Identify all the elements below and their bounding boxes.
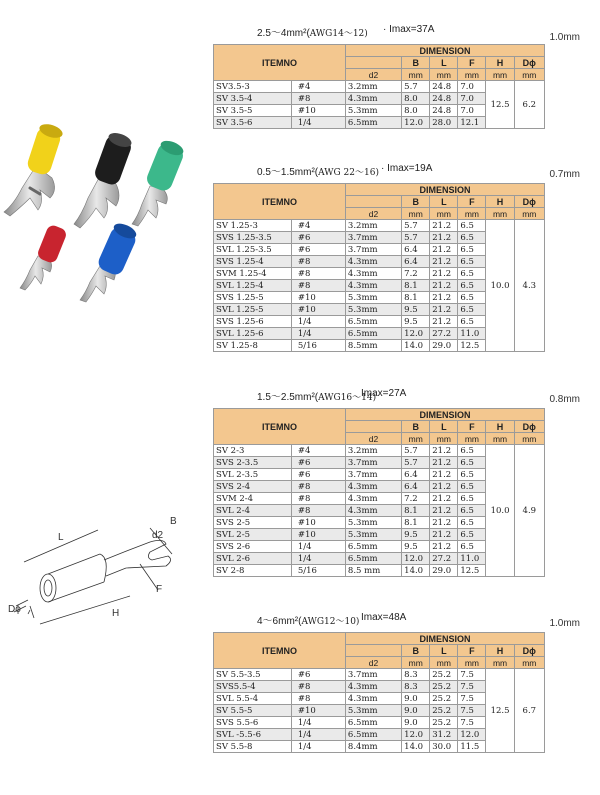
l-value: 31.2 [430,729,458,741]
col-header: F [458,57,486,69]
b-value: 12.0 [402,117,430,129]
l-value: 27.2 [430,553,458,565]
stud-size: #8 [291,268,345,280]
stud-size: 1/4 [291,328,345,340]
red-terminal [20,224,68,290]
section-caption [200,388,600,404]
stud-size: #6 [291,244,345,256]
l-value: 21.2 [430,457,458,469]
item-no: SV 1.25-3 [214,220,292,232]
d2-value: 8.5 mm [345,565,401,577]
f-value: 6.5 [458,469,486,481]
d2-value: 6.5mm [345,541,401,553]
f-value: 7.5 [458,705,486,717]
item-no: SVL 2-5 [214,529,292,541]
l-value: 21.2 [430,529,458,541]
f-value: 11.0 [458,328,486,340]
label-B: B [170,516,177,527]
col-header: L [430,421,458,433]
dimension-header: DIMENSION [345,45,544,57]
l-value: 21.2 [430,280,458,292]
item-no: SV 5.5-3.5 [214,669,292,681]
b-value: 5.7 [402,457,430,469]
item-no: SVS 1.25-6 [214,316,292,328]
table-row [214,220,545,232]
stud-size: #10 [291,705,345,717]
wire-range: 2.5～4mm²(AWG14～12) [257,28,368,39]
f-value: 11.0 [458,553,486,565]
col-header: Dϕ [514,645,544,657]
f-value: 6.5 [458,541,486,553]
unit-header: mm [486,69,514,81]
unit-header: mm [402,69,430,81]
b-value: 9.5 [402,529,430,541]
b-value: 9.5 [402,304,430,316]
b-value: 8.3 [402,681,430,693]
l-value: 21.2 [430,268,458,280]
l-value: 25.2 [430,693,458,705]
thickness-label: 0.8mm [549,394,580,405]
unit-header: mm [514,69,544,81]
dimension-header: DIMENSION [345,409,544,421]
label-L: L [58,532,64,543]
f-value: 7.5 [458,681,486,693]
col-header: H [486,421,514,433]
unit-header: mm [486,208,514,220]
unit-header: mm [458,208,486,220]
thickness-label: 1.0mm [549,618,580,629]
item-no: SVL 2-6 [214,553,292,565]
col-header: Dϕ [514,57,544,69]
green-terminal [132,138,186,226]
stud-size: #8 [291,93,345,105]
item-no: SVL 1.25-6 [214,328,292,340]
col-header: B [402,421,430,433]
d2-value: 4.3mm [345,93,401,105]
f-value: 6.5 [458,529,486,541]
b-value: 9.5 [402,541,430,553]
stud-size: #10 [291,517,345,529]
imax-label: Imax=27A [361,388,407,399]
f-value: 6.5 [458,457,486,469]
unit-header: mm [458,657,486,669]
d2-value: 5.3mm [345,517,401,529]
b-value: 14.0 [402,340,430,352]
b-value: 5.7 [402,81,430,93]
itemno-header: ITEMNO [214,184,346,220]
d2-header: d2 [345,657,401,669]
d2-header: d2 [345,208,401,220]
f-value: 12.1 [458,117,486,129]
stud-size: 1/4 [291,717,345,729]
label-Dphi: Dϕ [8,604,21,615]
itemno-header: ITEMNO [214,45,346,81]
stud-size: #8 [291,256,345,268]
b-value: 8.1 [402,517,430,529]
item-no: SVL -5.5-6 [214,729,292,741]
stud-size: 5/16 [291,565,345,577]
b-value: 14.0 [402,565,430,577]
item-no: SVL 1.25-4 [214,280,292,292]
l-value: 29.0 [430,565,458,577]
thickness-label: 1.0mm [549,32,580,43]
unit-header: mm [402,208,430,220]
label-F: F [156,584,163,595]
d2-value: 6.5mm [345,553,401,565]
d2-value: 4.3mm [345,268,401,280]
unit-header: mm [430,69,458,81]
d2-value: 4.3mm [345,493,401,505]
stud-size: 1/4 [291,729,345,741]
l-value: 25.2 [430,717,458,729]
b-value: 5.7 [402,445,430,457]
b-value: 14.0 [402,741,430,753]
b-value: 6.4 [402,256,430,268]
d2-value: 3.7mm [345,457,401,469]
d2-value: 3.7mm [345,232,401,244]
l-value: 25.2 [430,681,458,693]
b-value: 8.1 [402,280,430,292]
imax-label: Imax=48A [361,612,407,623]
d2-value: 5.3mm [345,705,401,717]
f-value: 6.5 [458,256,486,268]
b-value: 7.2 [402,268,430,280]
item-no: SVS 2-3.5 [214,457,292,469]
item-no: SVL 2-3.5 [214,469,292,481]
col-header: B [402,196,430,208]
l-value: 21.2 [430,481,458,493]
d2-header: d2 [345,433,401,445]
item-no: SV 1.25-8 [214,340,292,352]
l-value: 21.2 [430,232,458,244]
d2-value: 4.3mm [345,681,401,693]
d2-value: 4.3mm [345,505,401,517]
f-value: 12.0 [458,729,486,741]
b-value: 5.7 [402,232,430,244]
unit-header: mm [402,433,430,445]
col-header: F [458,196,486,208]
item-no: SVL 2-4 [214,505,292,517]
item-no: SV 2-3 [214,445,292,457]
wire-range: 0.5～1.5mm²(AWG 22～16) [257,167,379,178]
item-no: SV 5.5-8 [214,741,292,753]
stud-size: #6 [291,469,345,481]
l-value: 25.2 [430,705,458,717]
f-value: 7.5 [458,717,486,729]
stud-size: #10 [291,292,345,304]
l-value: 21.2 [430,292,458,304]
l-value: 24.8 [430,81,458,93]
item-no: SVL 5.5-4 [214,693,292,705]
col-header: Dϕ [514,421,544,433]
dphi-value: 6.7 [514,669,544,753]
b-value: 6.4 [402,244,430,256]
unit-header: mm [514,657,544,669]
stud-size: #8 [291,280,345,292]
stud-size: 1/4 [291,117,345,129]
b-value: 9.5 [402,316,430,328]
item-no: SVS 5.5-6 [214,717,292,729]
item-no: SVS 2-4 [214,481,292,493]
f-value: 11.5 [458,741,486,753]
f-value: 6.5 [458,244,486,256]
col-header: Dϕ [514,196,544,208]
d2-value: 3.7mm [345,669,401,681]
table-row [214,669,545,681]
l-value: 21.2 [430,244,458,256]
l-value: 27.2 [430,328,458,340]
col-header: F [458,421,486,433]
stud-size: #10 [291,529,345,541]
d2-value: 8.4mm [345,741,401,753]
item-no: SV 2-8 [214,565,292,577]
stud-size: 1/4 [291,541,345,553]
black-terminal [74,130,133,228]
f-value: 6.5 [458,505,486,517]
unit-header: mm [458,69,486,81]
stud-size: 1/4 [291,553,345,565]
col-header: B [402,645,430,657]
stud-size: #8 [291,481,345,493]
h-value: 12.5 [486,81,514,129]
unit-header: mm [430,433,458,445]
f-value: 6.5 [458,292,486,304]
d2-value: 6.5mm [345,117,401,129]
stud-size: #4 [291,220,345,232]
item-no: SVS 2-6 [214,541,292,553]
spec-table [213,408,545,577]
b-value: 9.0 [402,717,430,729]
spec-table [213,183,545,352]
l-value: 30.0 [430,741,458,753]
f-value: 6.5 [458,280,486,292]
l-value: 21.2 [430,445,458,457]
label-d2: d2 [152,530,164,541]
col-header: B [402,57,430,69]
d2-value: 3.7mm [345,469,401,481]
d2-value: 6.5mm [345,717,401,729]
stud-size: #10 [291,105,345,117]
dphi-value: 4.3 [514,220,544,352]
wire-range: 1.5～2.5mm²(AWG16～14) [257,392,377,403]
blue-terminal [80,221,138,302]
f-value: 7.0 [458,105,486,117]
l-value: 21.2 [430,517,458,529]
dphi-value: 4.9 [514,445,544,577]
item-no: SVL 1.25-3.5 [214,244,292,256]
unit-header: mm [430,208,458,220]
b-value: 6.4 [402,481,430,493]
l-value: 24.8 [430,93,458,105]
imax-label: · Imax=37A [383,24,435,35]
d2-value: 5.3mm [345,292,401,304]
item-no: SVM 2-4 [214,493,292,505]
stud-size: #8 [291,681,345,693]
stud-size: 1/4 [291,316,345,328]
f-value: 6.5 [458,220,486,232]
b-value: 8.1 [402,292,430,304]
f-value: 6.5 [458,517,486,529]
f-value: 12.5 [458,565,486,577]
label-H: H [112,608,120,619]
d2-value: 5.3mm [345,304,401,316]
stud-size: 5/16 [291,340,345,352]
wire-range: 4～6mm²(AWG12～10) [257,616,360,627]
dimension-drawing [0,508,200,638]
item-no: SVS5.5-4 [214,681,292,693]
unit-header: mm [486,657,514,669]
d2-value: 3.2mm [345,81,401,93]
f-value: 6.5 [458,304,486,316]
h-value: 10.0 [486,220,514,352]
spec-table [213,44,545,129]
imax-label: · Imax=19A [381,163,433,174]
l-value: 24.8 [430,105,458,117]
f-value: 6.5 [458,232,486,244]
l-value: 21.2 [430,304,458,316]
d2-value: 3.2mm [345,445,401,457]
yellow-terminal [4,122,64,216]
l-value: 21.2 [430,469,458,481]
col-header: L [430,57,458,69]
stud-size: 1/4 [291,741,345,753]
col-header: L [430,645,458,657]
thickness-label: 0.7mm [549,169,580,180]
terminals-photo [0,118,200,308]
unit-header: mm [402,657,430,669]
table-row [214,445,545,457]
unit-header: mm [486,433,514,445]
col-header: L [430,196,458,208]
item-no: SVS 2-5 [214,517,292,529]
stud-size: #6 [291,232,345,244]
f-value: 7.5 [458,669,486,681]
b-value: 8.3 [402,669,430,681]
l-value: 25.2 [430,669,458,681]
b-value: 8.0 [402,93,430,105]
dimension-header: DIMENSION [345,184,544,196]
unit-header: mm [514,208,544,220]
item-no: SVL 1.25-5 [214,304,292,316]
unit-header: mm [514,433,544,445]
stud-size: #4 [291,81,345,93]
b-value: 12.0 [402,328,430,340]
d2-value: 6.5mm [345,316,401,328]
d2-value: 4.3mm [345,280,401,292]
d2-value: 3.2mm [345,220,401,232]
b-value: 8.0 [402,105,430,117]
b-value: 8.1 [402,505,430,517]
stud-size: #10 [291,304,345,316]
f-value: 12.5 [458,340,486,352]
stud-size: #6 [291,669,345,681]
item-no: SV 3.5-4 [214,93,292,105]
l-value: 21.2 [430,256,458,268]
l-value: 28.0 [430,117,458,129]
section-caption [200,24,600,43]
h-value: 10.0 [486,445,514,577]
itemno-header: ITEMNO [214,409,346,445]
f-value: 7.0 [458,93,486,105]
col-header: H [486,57,514,69]
b-value: 12.0 [402,729,430,741]
unit-header: mm [458,433,486,445]
f-value: 7.5 [458,693,486,705]
itemno-header: ITEMNO [214,633,346,669]
item-no: SV 3.5-5 [214,105,292,117]
col-header: H [486,196,514,208]
dphi-value: 6.2 [514,81,544,129]
spec-table [213,632,545,753]
l-value: 21.2 [430,220,458,232]
l-value: 29.0 [430,340,458,352]
l-value: 21.2 [430,505,458,517]
stud-size: #4 [291,445,345,457]
f-value: 6.5 [458,268,486,280]
f-value: 6.5 [458,481,486,493]
b-value: 12.0 [402,553,430,565]
stud-size: #8 [291,693,345,705]
section-caption [200,163,600,179]
d2-value: 6.5mm [345,328,401,340]
l-value: 21.2 [430,541,458,553]
f-value: 6.5 [458,316,486,328]
d2-value: 5.3mm [345,529,401,541]
d2-header: d2 [345,69,401,81]
d2-value: 4.3mm [345,481,401,493]
item-no: SV3.5-3 [214,81,292,93]
b-value: 9.0 [402,705,430,717]
d2-value: 4.3mm [345,256,401,268]
h-value: 12.5 [486,669,514,753]
col-header: H [486,645,514,657]
b-value: 6.4 [402,469,430,481]
b-value: 7.2 [402,493,430,505]
f-value: 7.0 [458,81,486,93]
d2-value: 3.7mm [345,244,401,256]
item-no: SVM 1.25-4 [214,268,292,280]
stud-size: #8 [291,493,345,505]
stud-size: #6 [291,457,345,469]
d2-value: 5.3mm [345,105,401,117]
b-value: 5.7 [402,220,430,232]
l-value: 21.2 [430,316,458,328]
col-header: F [458,645,486,657]
dimension-header: DIMENSION [345,633,544,645]
stud-size: #8 [291,505,345,517]
unit-header: mm [430,657,458,669]
d2-value: 6.5mm [345,729,401,741]
item-no: SV 3.5-6 [214,117,292,129]
b-value: 9.0 [402,693,430,705]
f-value: 6.5 [458,445,486,457]
f-value: 6.5 [458,493,486,505]
l-value: 21.2 [430,493,458,505]
section-caption [200,612,600,628]
table-row [214,81,545,93]
d2-value: 4.3mm [345,693,401,705]
item-no: SVS 1.25-3.5 [214,232,292,244]
item-no: SVS 1.25-5 [214,292,292,304]
d2-value: 8.5mm [345,340,401,352]
item-no: SV 5.5-5 [214,705,292,717]
item-no: SVS 1.25-4 [214,256,292,268]
